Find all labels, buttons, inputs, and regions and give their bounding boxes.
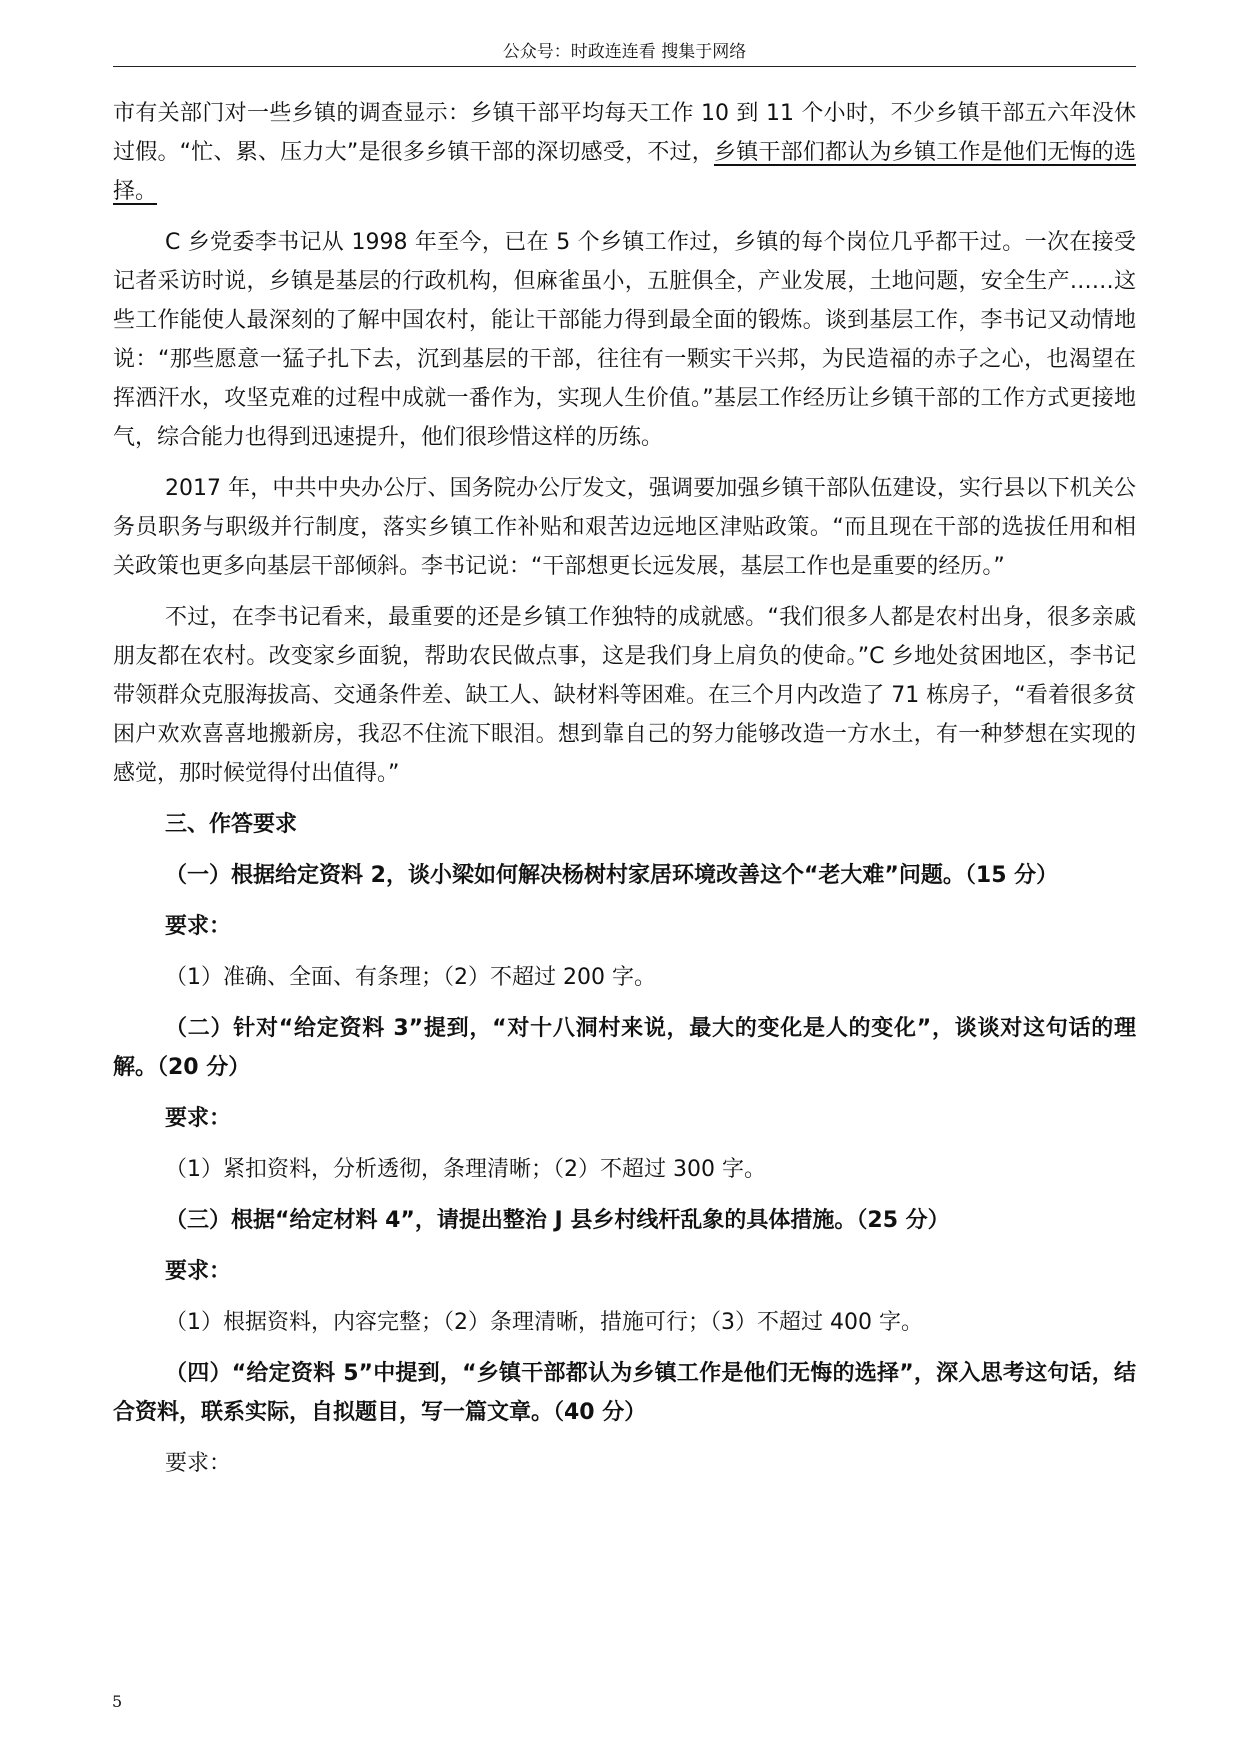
body-paragraph: 不过，在李书记看来，最重要的还是乡镇工作独特的成就感。“我们很多人都是农村出身，很多亲戚朋友都在农村。改变家乡面貌，帮助农民做点事，这是我们身上肩负的使命。”C 乡地处贫困地区，李书记带领群众克服海拔高、交通条件差、缺工人、缺材料等困难。在三个月内改造了 71 栋房子，“看着很多贫困户欢欢喜喜地搬新房，我忍不住流下眼泪。想到靠自己的努力能够改造一方水土，有一种梦想在实现的感觉，那时候觉得付出值得。” xyxy=(113,605,1136,786)
intro-underlined-text: 乡镇干部们都认为乡镇工作是他们无悔的选择。 xyxy=(113,140,1136,204)
question-title: （一）根据给定资料 2，谈小梁如何解决杨树村家居环境改善这个“老大难”问题。（15 分） xyxy=(165,863,1059,888)
question-title: （四）“给定资料 5”中提到，“乡镇干部都认为乡镇工作是他们无悔的选择”，深入思考这句话，结合资料，联系实际，自拟题目，写一篇文章。（40 分） xyxy=(113,1361,1136,1425)
requirement-text: （1）准确、全面、有条理；（2）不超过 200 字。 xyxy=(165,965,656,990)
requirement-label: 要求： xyxy=(165,914,232,939)
body-paragraph: C 乡党委李书记从 1998 年至今，已在 5 个乡镇工作过，乡镇的每个岗位几乎都干过。一次在接受记者采访时说，乡镇是基层的行政机构，但麻雀虽小，五脏俱全，产业发展，土地问题，安全生产……这些工作能使人最深刻的了解中国农村，能让干部能力得到最全面的锻炼。谈到基层工作，李书记又动情地说：“那些愿意一猛子扎下去，沉到基层的干部，往往有一颗实干兴邦，为民造福的赤子之心，也渴望在挥洒汗水，攻坚克难的过程中成就一番作为，实现人生价值。”基层工作经历让乡镇干部的工作方式更接地气，综合能力也得到迅速提升，他们很珍惜这样的历练。 xyxy=(113,230,1136,450)
intro-paragraph xyxy=(113,94,1136,211)
document-body xyxy=(113,94,1136,1495)
question-title: （二）针对“给定资料 3”提到，“对十八洞村来说，最大的变化是人的变化”，谈谈对这句话的理解。（20 分） xyxy=(113,1016,1136,1080)
page-number: 5 xyxy=(112,1692,123,1711)
intro-text: 市有关部门对一些乡镇的调查显示：乡镇干部平均每天工作 10 到 11 个小时，不少乡镇干部五六年没休过假。“忙、累、压力大”是很多乡镇干部的深切感受，不过， xyxy=(113,101,1136,165)
question-title: （三）根据“给定材料 4”，请提出整治 J 县乡村线杆乱象的具体措施。（25 分） xyxy=(165,1208,950,1233)
body-paragraph: 2017 年，中共中央办公厅、国务院办公厅发文，强调要加强乡镇干部队伍建设，实行县以下机关公务员职务与职级并行制度，落实乡镇工作补贴和艰苦边远地区津贴政策。“而且现在干部的选拔任用和相关政策也更多向基层干部倾斜。李书记说：“干部想更长远发展，基层工作也是重要的经历。” xyxy=(113,476,1136,579)
requirement-text: （1）紧扣资料，分析透彻，条理清晰；（2）不超过 300 字。 xyxy=(165,1157,766,1182)
requirement-label: 要求： xyxy=(165,1259,232,1284)
requirement-label: 要求： xyxy=(165,1451,232,1476)
page-header: 公众号：时政连连看 搜集于网络 xyxy=(113,38,1136,67)
requirement-text: （1）根据资料，内容完整；（2）条理清晰，措施可行；（3）不超过 400 字。 xyxy=(165,1310,923,1335)
requirement-label: 要求： xyxy=(165,1106,232,1131)
section-title: 三、作答要求 xyxy=(165,812,298,837)
